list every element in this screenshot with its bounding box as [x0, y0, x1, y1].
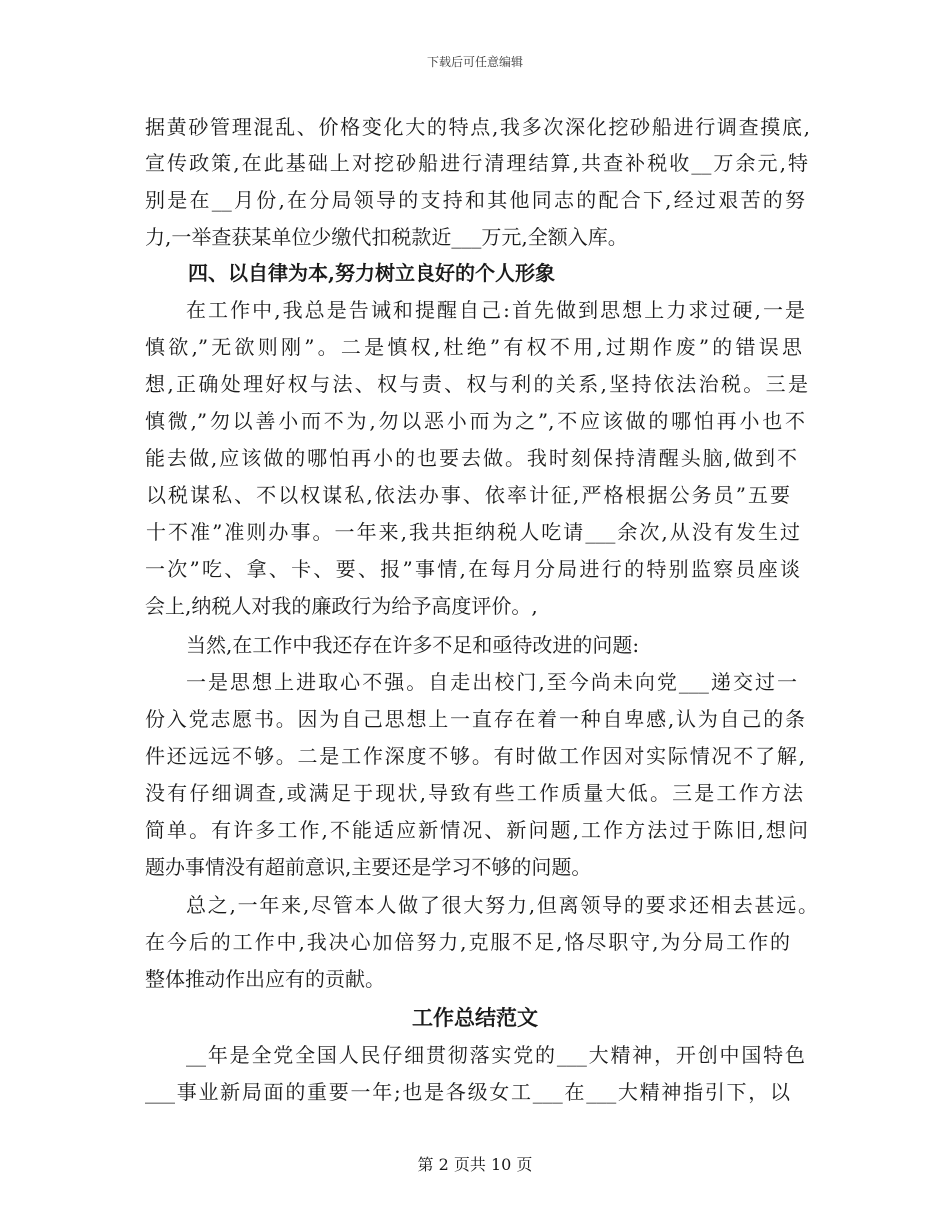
- body-line: 一是思想上进取心不强。自走出校门,至今尚未向党___递交过一: [186, 670, 797, 694]
- body-line: 没有仔细调查,或满足于现状,导致有些工作质量大低。三是工作方法: [145, 781, 803, 805]
- body-line: 力,一举查获某单位少缴代扣税款近___万元,全额入库。: [145, 225, 628, 249]
- body-line: 题办事情没有超前意识,主要还是学习不够的问题。: [145, 855, 592, 879]
- body-line: 以税谋私、不以权谋私,依法办事、依率计征,严格根据公务员”五要: [146, 483, 790, 507]
- document-title: 工作总结范文: [412, 1005, 538, 1030]
- body-line: 宣传政策,在此基础上对挖砂船进行清理结算,共查补税收__万余元,特: [145, 151, 808, 175]
- body-line: 慎欲,”无欲则刚”。二是慎权,杜绝”有权不用,过期作废”的错误思: [145, 335, 802, 359]
- body-line: 十不准”准则办事。一年来,我共拒纳税人吃请___余次,从没有发生过: [146, 520, 800, 544]
- body-line: 份入党志愿书。因为自己思想上一直存在着一种自卑感,认为自己的条: [145, 707, 805, 731]
- body-line: 在工作中,我总是告诫和提醒自己:首先做到思想上力求过硬,一是: [186, 298, 805, 322]
- body-line: 会上,纳税人对我的廉政行为给予高度评价。,: [145, 594, 538, 618]
- body-line: ___事业新局面的重要一年;也是各级女工___在___大精神指引下，以: [145, 1080, 790, 1104]
- body-line: 当然,在工作中我还存在许多不足和亟待改进的问题:: [186, 633, 640, 657]
- page-header-note: 下载后可任意编辑: [426, 55, 523, 69]
- body-line: 总之,一年来,尽管本人做了很大努力,但离领导的要求还相去甚远。: [186, 893, 818, 917]
- body-line: __年是全党全国人民仔细贯彻落实党的___大精神，开创中国特色: [186, 1043, 805, 1067]
- body-line: 慎微,”勿以善小而不为,勿以恶小而为之”,不应该做的哪怕再小也不: [145, 409, 805, 433]
- body-line: 别是在__月份,在分局领导的支持和其他同志的配合下,经过艰苦的努: [145, 188, 805, 212]
- body-line: 一次”吃、拿、卡、要、报”事情,在每月分局进行的特别监察员座谈: [145, 557, 800, 581]
- body-line: 在今后的工作中,我决心加倍努力,克服不足,恪尽职守,为分局工作的: [145, 930, 790, 954]
- body-line: 件还远远不够。二是工作深度不够。有时做工作因对实际情况不了解,: [145, 744, 805, 768]
- body-line: 整体推动作出应有的贡献。: [145, 967, 385, 991]
- body-line: 能去做,应该做的哪怕再小的也要去做。我时刻保持清醒头脑,做到不: [145, 446, 797, 470]
- body-line: 想,正确处理好权与法、权与责、权与利的关系,坚持依法治税。三是: [145, 372, 808, 396]
- body-line: 据黄砂管理混乱、价格变化大的特点,我多次深化挖砂船进行调查摸底,: [145, 115, 810, 139]
- page-number-footer: 第 2 页共 10 页: [417, 1155, 533, 1174]
- section-heading: 四、以自律为本,努力树立良好的个人形象: [188, 261, 555, 285]
- body-line: 简单。有许多工作,不能适应新情况、新问题,工作方法过于陈旧,想问: [145, 818, 808, 842]
